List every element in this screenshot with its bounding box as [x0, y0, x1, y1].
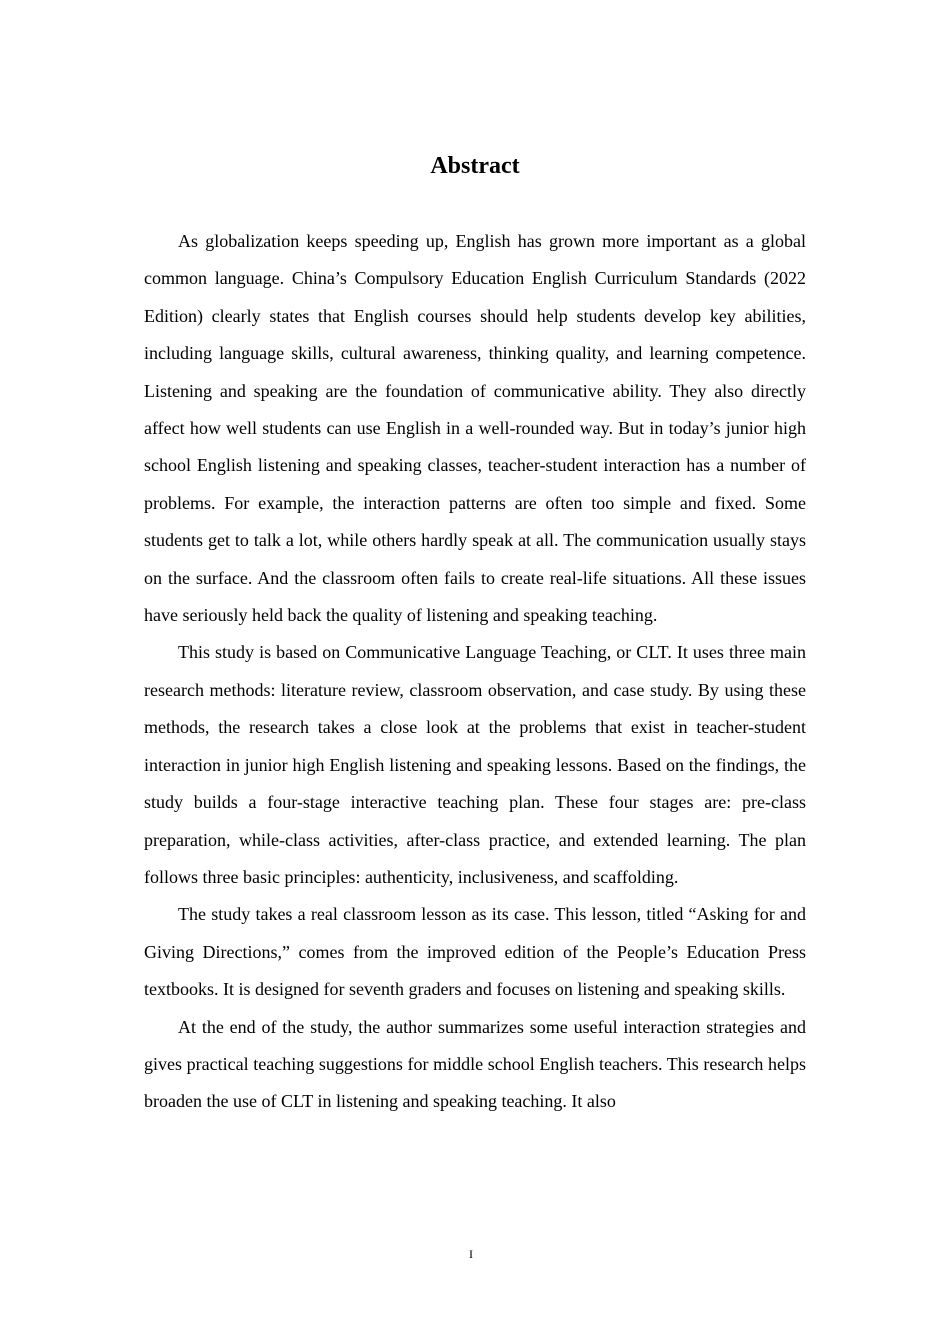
abstract-title: Abstract — [430, 153, 520, 179]
paragraph-3: The study takes a real classroom lesson as its case. This lesson, titled “Asking for and Giving Directions,” comes from the improved edition of the People’s Education Press textbooks. It is designed for seventh graders and focuses on listening and speaking skills. — [144, 904, 806, 1000]
page-number: I — [469, 1247, 473, 1261]
paragraph-4: At the end of the study, the author summarizes some useful interaction strategies and gives practical teaching suggestions for middle school English teachers. This research helps broaden the use of CLT in listening and speaking teaching. It also — [144, 1016, 806, 1112]
paragraph-1: As globalization keeps speeding up, English has grown more important as a global common language. China’s Compulsory Education English Curriculum Standards (2022 Edition) clearly states that English courses should help students develop key abilities, including language skills, cultural awareness, thinking quality, and learning competence. Listening and speaking are the foundation of communicative ability. They also directly affect how well students can use English in a well-rounded way. But in today’s junior high school English listening and speaking classes, teacher-student interaction has a number of problems. For example, the interaction patterns are often too simple and fixed. Some students get to talk a lot, while others hardly speak at all. The communication usually stays on the surface. And the classroom often fails to create real-life situations. All these issues have seriously held back the quality of listening and speaking teaching. — [144, 231, 806, 626]
paragraph-2: This study is based on Communicative Language Teaching, or CLT. It uses three main research methods: literature review, classroom observation, and case study. By using these methods, the research takes a close look at the problems that exist in teacher-student interaction in junior high English listening and speaking lessons. Based on the findings, the study builds a four-stage interactive teaching plan. These four stages are: pre-class preparation, while-class activities, after-class practice, and extended learning. The plan follows three basic principles: authenticity, inclusiveness, and scaffolding. — [144, 642, 806, 887]
abstract-body — [144, 223, 806, 1121]
